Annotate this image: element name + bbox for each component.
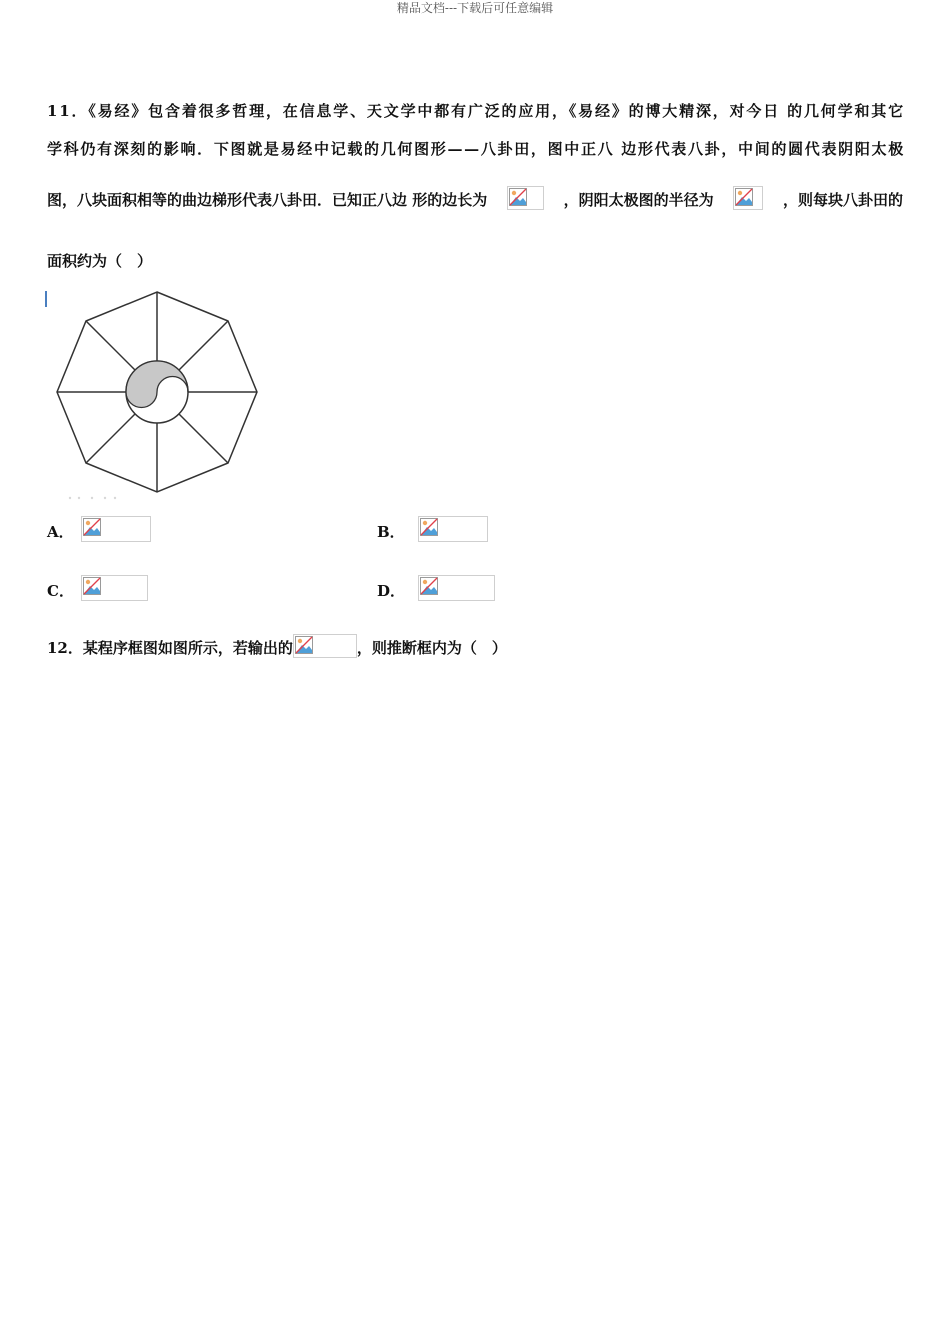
broken-image-icon [420,518,438,536]
q12-text-a: 12．某程序框图如图所示，若输出的 [47,639,293,657]
q11-line-4 [47,251,152,271]
option-a-label: A． [47,523,74,541]
spoke-top-right [179,321,228,370]
taiji-symbol [126,361,188,423]
option-b[interactable] [377,516,488,542]
option-c[interactable] [47,575,148,601]
option-c-label: C． [47,582,74,600]
q11-line-3-part-a: 图，八块面积相等的曲边梯形代表八卦田．已知正八边 形的边长为 [47,191,488,209]
broken-image-icon [735,188,753,206]
octagon-taiji-figure [45,287,265,502]
output-value-image [293,634,357,658]
q11-line-3-part-c: ，则每块八卦田的 [782,191,903,209]
page-header: 精品文档---下载后可任意编辑 [396,1,554,15]
q11-line-1-text: 11．《易经》包含着很多哲理，在信息学、天文学中都有广泛的应用，《易经》的博大精深，对今日 的几何学和其它 [47,102,905,120]
option-d-image [418,575,495,601]
q12-text-b: ，则推断框内为（ ） [356,639,507,657]
q11-line-1 [47,101,903,121]
q11-line-4-text: 面积约为（ ） [47,252,153,270]
radius-image [733,186,763,210]
q12-line [47,634,507,658]
option-d[interactable] [377,575,495,601]
q11-line-2 [47,139,903,159]
option-d-label: D． [377,582,406,600]
option-a[interactable] [47,516,151,542]
spoke-top-left [86,321,135,370]
q11-line-3-part-b: ，阴阳太极图的半径为 [563,191,714,209]
broken-image-icon [83,518,101,536]
q11-line-3 [47,186,903,210]
spoke-bottom-left [86,414,135,463]
broken-image-icon [509,188,527,206]
option-c-image [81,575,148,601]
q11-line-2-text: 学科仍有深刻的影响．下图就是易经中记载的几何图形——八卦田，图中正八 边形代表八卦，中间的圆代表阴阳太极 [47,140,905,158]
broken-image-icon [295,636,313,654]
option-a-image [81,516,151,542]
figure-scan-artifact [69,497,116,499]
option-b-label: B． [377,523,405,541]
broken-image-icon [420,577,438,595]
side-length-image [507,186,544,210]
broken-image-icon [83,577,101,595]
spoke-bottom-right [179,414,228,463]
option-b-image [418,516,488,542]
